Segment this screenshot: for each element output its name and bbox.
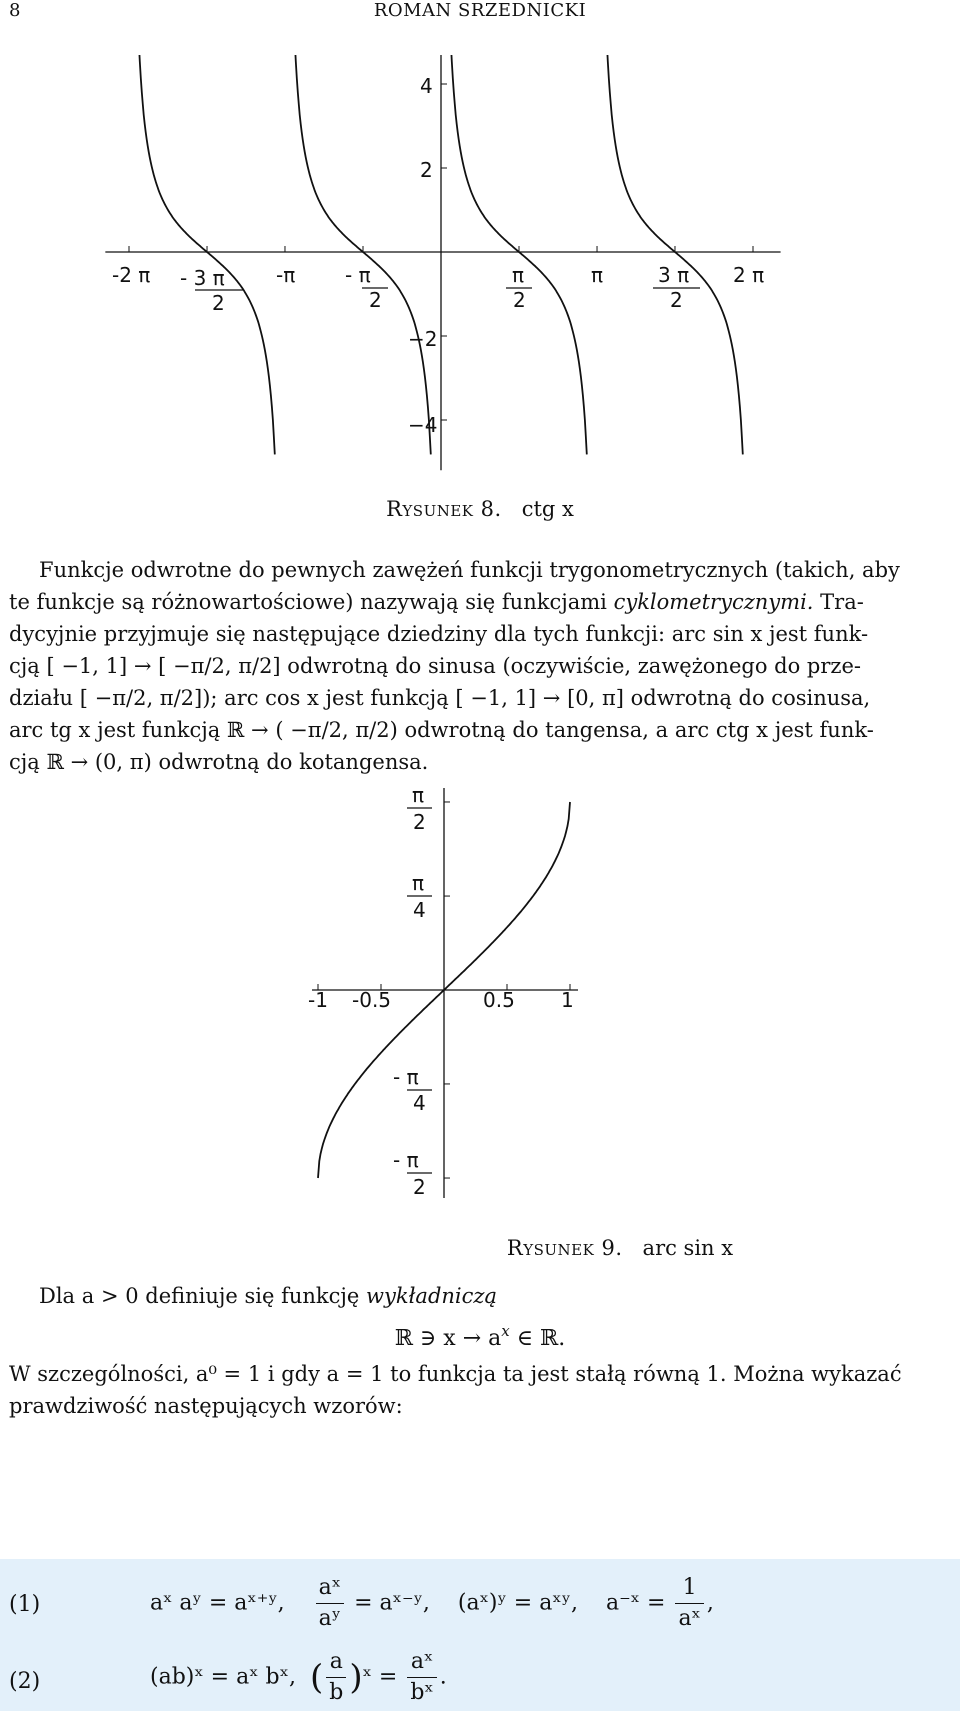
x-tick-label-minus-pi2-num: - π <box>345 263 371 287</box>
equation-2 <box>150 1647 447 1708</box>
fraction <box>675 1573 703 1634</box>
text-line: działu [ −π/2, π/2]); arc cos x jest funkcją [ −1, 1] → [0, π] odwrotną do cosinusa, <box>9 686 871 710</box>
caption-text: ctg x <box>521 497 574 521</box>
emphasis: wykładniczą <box>366 1284 497 1308</box>
text-line: arc tg x jest funkcją ℝ → ( −π/2, π/2) odwrotną do tangensa, a arc ctg x jest funk- <box>9 718 874 742</box>
figure-8-caption <box>0 497 960 521</box>
formula-sup: x <box>501 1322 510 1340</box>
figure-ctg-plot <box>0 55 960 525</box>
equations-box <box>0 1559 960 1711</box>
text-segment: Dla a > 0 definiuje się funkcję <box>39 1284 360 1308</box>
emphasis: cyklometrycznymi. <box>613 590 814 614</box>
x-tick-label-minus-3pi2-num: - 3 π <box>180 266 225 290</box>
y-tick-minus-pi2-den: 2 <box>413 1175 426 1199</box>
fraction <box>316 1573 344 1634</box>
fraction-numerator: a <box>326 1647 346 1678</box>
y-tick-pi4-den: 4 <box>413 898 426 922</box>
x-tick-label-pi2-den: 2 <box>513 288 526 312</box>
x-tick-label-pi2-num: π <box>512 263 525 287</box>
x-tick-minus05: -0.5 <box>352 988 392 1012</box>
equation-1 <box>150 1573 714 1634</box>
text-line: W szczególności, a⁰ = 1 i gdy a = 1 to funkcja ta jest stałą równą 1. Można wykazać <box>9 1362 902 1386</box>
text-line <box>9 586 949 618</box>
fraction-denominator: bˣ <box>410 1680 434 1705</box>
figure-9-caption <box>140 1236 960 1260</box>
y-tick-label-2: 2 <box>420 158 433 182</box>
text-line: cją ℝ → (0, π) odwrotną do kotangensa. <box>9 750 429 774</box>
fraction-numerator: 1 <box>675 1573 703 1604</box>
ctg-branch-2 <box>295 55 431 454</box>
eq-term: (aˣ)ʸ = aˣʸ, <box>457 1590 578 1616</box>
ctg-branch-4 <box>607 55 743 454</box>
x-tick-label-minus-3pi2-den: 2 <box>212 291 225 315</box>
figure-arcsin-plot <box>0 780 960 1230</box>
x-tick-label-minus-pi: -π <box>276 263 296 287</box>
text-line: prawdziwość następujących wzorów: <box>9 1394 403 1418</box>
eq-term: ˣ = <box>362 1664 398 1690</box>
y-tick-pi2-den: 2 <box>413 810 426 834</box>
text-line: cją [ −1, 1] → [ −π/2, π/2] odwrotną do sinusa (oczywiście, zawężonego do prze- <box>9 654 861 678</box>
equation-number-2: (2) <box>9 1669 41 1694</box>
text-line <box>9 1280 949 1312</box>
paragraph-cyclometric <box>9 554 949 778</box>
right-paren: ) <box>349 1657 363 1698</box>
fraction-denominator: b <box>329 1680 344 1705</box>
page-header <box>0 0 960 30</box>
fraction <box>326 1647 346 1708</box>
x-tick-label-2pi: 2 π <box>733 263 765 287</box>
caption-text: arc sin x <box>642 1236 734 1260</box>
y-tick-pi2-num: π <box>412 783 425 807</box>
x-tick-label-3pi2-num: 3 π <box>658 263 690 287</box>
y-tick-label-minus2: −2 <box>408 327 438 351</box>
eq-term: a⁻ˣ = <box>605 1590 666 1616</box>
ctg-branch-3 <box>451 55 587 454</box>
y-tick-minus-pi4-den: 4 <box>413 1091 426 1115</box>
x-tick-label-minus-pi2-den: 2 <box>369 288 382 312</box>
display-formula <box>0 1322 960 1351</box>
arcsin-tick-labels <box>308 783 574 1199</box>
paragraph-properties <box>9 1358 949 1422</box>
x-tick-label-pi: π <box>591 263 604 287</box>
x-tick-minus1: -1 <box>308 988 328 1012</box>
eq-term: = aˣ⁻ʸ, <box>354 1590 430 1616</box>
eq-term: aˣ aʸ = aˣ⁺ʸ, <box>150 1590 285 1616</box>
x-tick-label-minus-2pi: -2 π <box>112 263 151 287</box>
fraction-numerator: aˣ <box>407 1647 436 1678</box>
page-number: 8 <box>9 0 21 21</box>
y-tick-minus-pi2-num: - π <box>393 1148 419 1172</box>
caption-label: Rysunek 8. <box>386 497 502 521</box>
y-tick-label-minus4: −4 <box>408 413 438 437</box>
eq-term: . <box>439 1664 447 1690</box>
text-line: dycyjnie przyjmuje się następujące dziedziny dla tych funkcji: arc sin x jest funk- <box>9 622 869 646</box>
equation-number-1: (1) <box>9 1592 41 1617</box>
text-line: Funkcje odwrotne do pewnych zawężeń funkcji trygonometrycznych (takich, aby <box>39 558 900 582</box>
y-tick-pi4-num: π <box>412 871 425 895</box>
text-segment: Tra- <box>820 590 864 614</box>
eq-term: (ab)ˣ = aˣ bˣ, <box>150 1664 296 1690</box>
ctg-branch-1 <box>139 55 275 454</box>
eq-term: , <box>706 1590 714 1616</box>
formula-text: ℝ ∋ x → a <box>394 1326 502 1351</box>
running-head: ROMAN SRZEDNICKI <box>373 0 587 21</box>
y-tick-minus-pi4-num: - π <box>393 1065 419 1089</box>
fraction-denominator: aʸ <box>318 1606 342 1631</box>
fraction-numerator: aˣ <box>316 1573 344 1604</box>
fraction-denominator: aˣ <box>678 1606 701 1631</box>
formula-tail: ∈ ℝ. <box>509 1326 566 1351</box>
left-paren: ( <box>309 1657 324 1698</box>
x-tick-1: 1 <box>561 988 574 1012</box>
x-tick-05: 0.5 <box>483 988 515 1012</box>
y-tick-label-4: 4 <box>420 74 433 98</box>
paragraph-exponential-def <box>9 1280 949 1312</box>
caption-label: Rysunek 9. <box>506 1236 623 1260</box>
text-segment: te funkcje są różnowartościowe) nazywają się funkcjami <box>9 590 607 614</box>
fraction <box>407 1647 436 1708</box>
x-tick-label-3pi2-den: 2 <box>670 288 683 312</box>
